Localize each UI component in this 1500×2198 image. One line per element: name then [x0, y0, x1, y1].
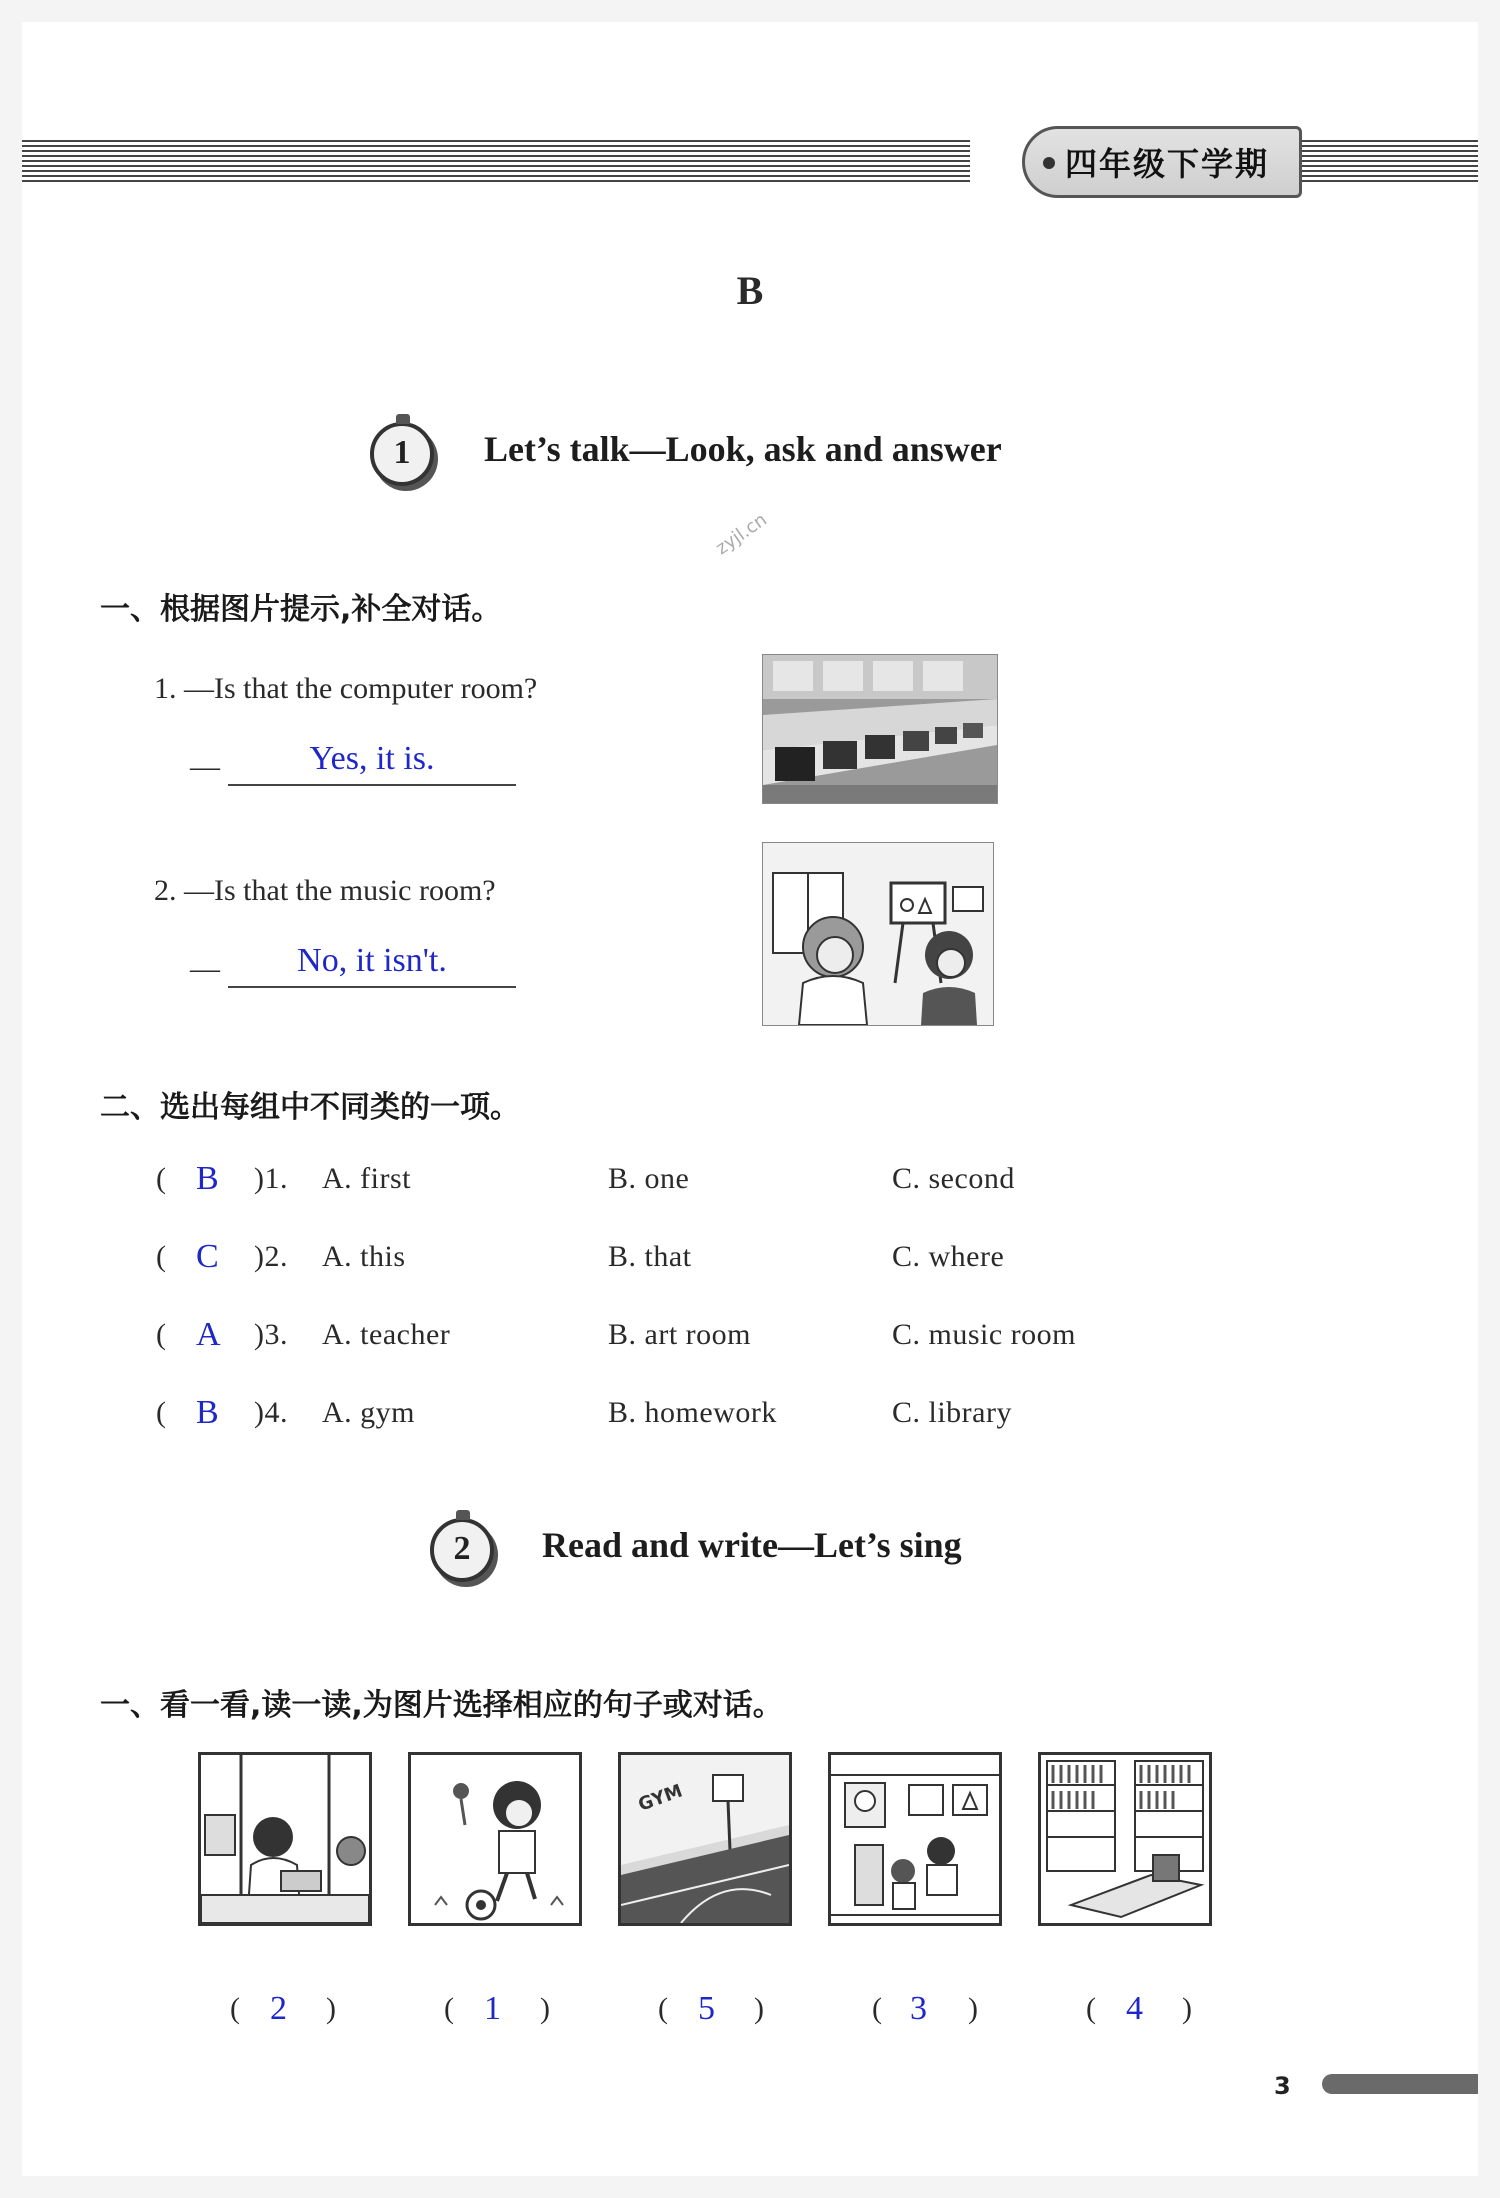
picture-art-room: [828, 1752, 1002, 1926]
picture-answer-2[interactable]: 1: [484, 1990, 501, 2027]
watermark: zyjl.cn: [712, 509, 771, 560]
picture-answer-1[interactable]: 2: [270, 1990, 287, 2027]
option-4b: B. homework: [608, 1396, 777, 1429]
gym-sign: GYM: [635, 1780, 686, 1816]
picture-library: [1038, 1752, 1212, 1926]
open-paren: (: [156, 1318, 166, 1351]
option-1c: C. second: [892, 1162, 1015, 1195]
dash-2: —: [190, 952, 220, 985]
item-number-2: )2.: [254, 1240, 288, 1273]
computer-room-photo: [762, 654, 998, 804]
answer-blank-1[interactable]: [228, 740, 516, 786]
dash-1: —: [190, 750, 220, 783]
section-2-title: Read and write—Let’s sing: [542, 1525, 962, 1565]
page-number: 3: [1274, 2072, 1291, 2100]
grade-label: 四年级下学期: [1065, 145, 1270, 183]
header-stripes-right: [1300, 140, 1478, 182]
picture-gym: [618, 1752, 792, 1926]
part-2-instruction: 一、看一看,读一读,为图片选择相应的句子或对话。: [100, 1688, 783, 1723]
header-stripes-left: [22, 140, 970, 182]
page: [22, 22, 1478, 2176]
picture-answer-4[interactable]: 3: [910, 1990, 927, 2027]
grade-tab: [1022, 126, 1302, 198]
answer-1: Yes, it is.: [309, 740, 435, 777]
art-room-cartoon: [762, 842, 994, 1026]
open-paren: (: [872, 1992, 882, 2025]
bullet-dot-icon: [1043, 157, 1055, 169]
picture-answer-3[interactable]: 5: [698, 1990, 715, 2027]
section-1-title: Let’s talk—Look, ask and answer: [484, 429, 1002, 469]
option-2c: C. where: [892, 1240, 1005, 1273]
open-paren: (: [156, 1240, 166, 1273]
section-1-badge: 1: [370, 422, 434, 486]
choice-answer-2[interactable]: C: [196, 1238, 219, 1275]
option-1a: A. first: [322, 1162, 411, 1195]
option-3c: C. music room: [892, 1318, 1076, 1351]
picture-computer-lesson: [198, 1752, 372, 1926]
open-paren: (: [230, 1992, 240, 2025]
task-1-instruction: 一、根据图片提示,补全对话。: [100, 592, 502, 627]
open-paren: (: [444, 1992, 454, 2025]
section-letter: B: [736, 268, 764, 313]
section-2-badge: 2: [430, 1518, 494, 1582]
option-4c: C. library: [892, 1396, 1012, 1429]
open-paren: (: [156, 1396, 166, 1429]
option-3a: A. teacher: [322, 1318, 451, 1351]
question-2: 2. —Is that the music room?: [154, 874, 496, 907]
close-paren: ): [968, 1992, 978, 2025]
answer-blank-2[interactable]: [228, 942, 516, 988]
page-number-bar: [1322, 2074, 1478, 2094]
open-paren: (: [156, 1162, 166, 1195]
picture-answer-5[interactable]: 4: [1126, 1990, 1143, 2027]
option-2b: B. that: [608, 1240, 692, 1273]
choice-answer-3[interactable]: A: [196, 1316, 221, 1353]
picture-football-boy: [408, 1752, 582, 1926]
option-2a: A. this: [322, 1240, 406, 1273]
item-number-4: )4.: [254, 1396, 288, 1429]
close-paren: ): [1182, 1992, 1192, 2025]
close-paren: ): [754, 1992, 764, 2025]
open-paren: (: [1086, 1992, 1096, 2025]
choice-answer-4[interactable]: B: [196, 1394, 219, 1431]
choice-answer-1[interactable]: B: [196, 1160, 219, 1197]
clock-knob-icon: [456, 1510, 470, 1520]
option-3b: B. art room: [608, 1318, 751, 1351]
open-paren: (: [658, 1992, 668, 2025]
close-paren: ): [540, 1992, 550, 2025]
question-1: 1. —Is that the computer room?: [154, 672, 538, 705]
item-number-3: )3.: [254, 1318, 288, 1351]
task-2-instruction: 二、选出每组中不同类的一项。: [100, 1090, 520, 1125]
option-1b: B. one: [608, 1162, 690, 1195]
clock-knob-icon: [396, 414, 410, 424]
answer-2: No, it isn't.: [297, 942, 447, 979]
option-4a: A. gym: [322, 1396, 415, 1429]
item-number-1: )1.: [254, 1162, 288, 1195]
close-paren: ): [326, 1992, 336, 2025]
